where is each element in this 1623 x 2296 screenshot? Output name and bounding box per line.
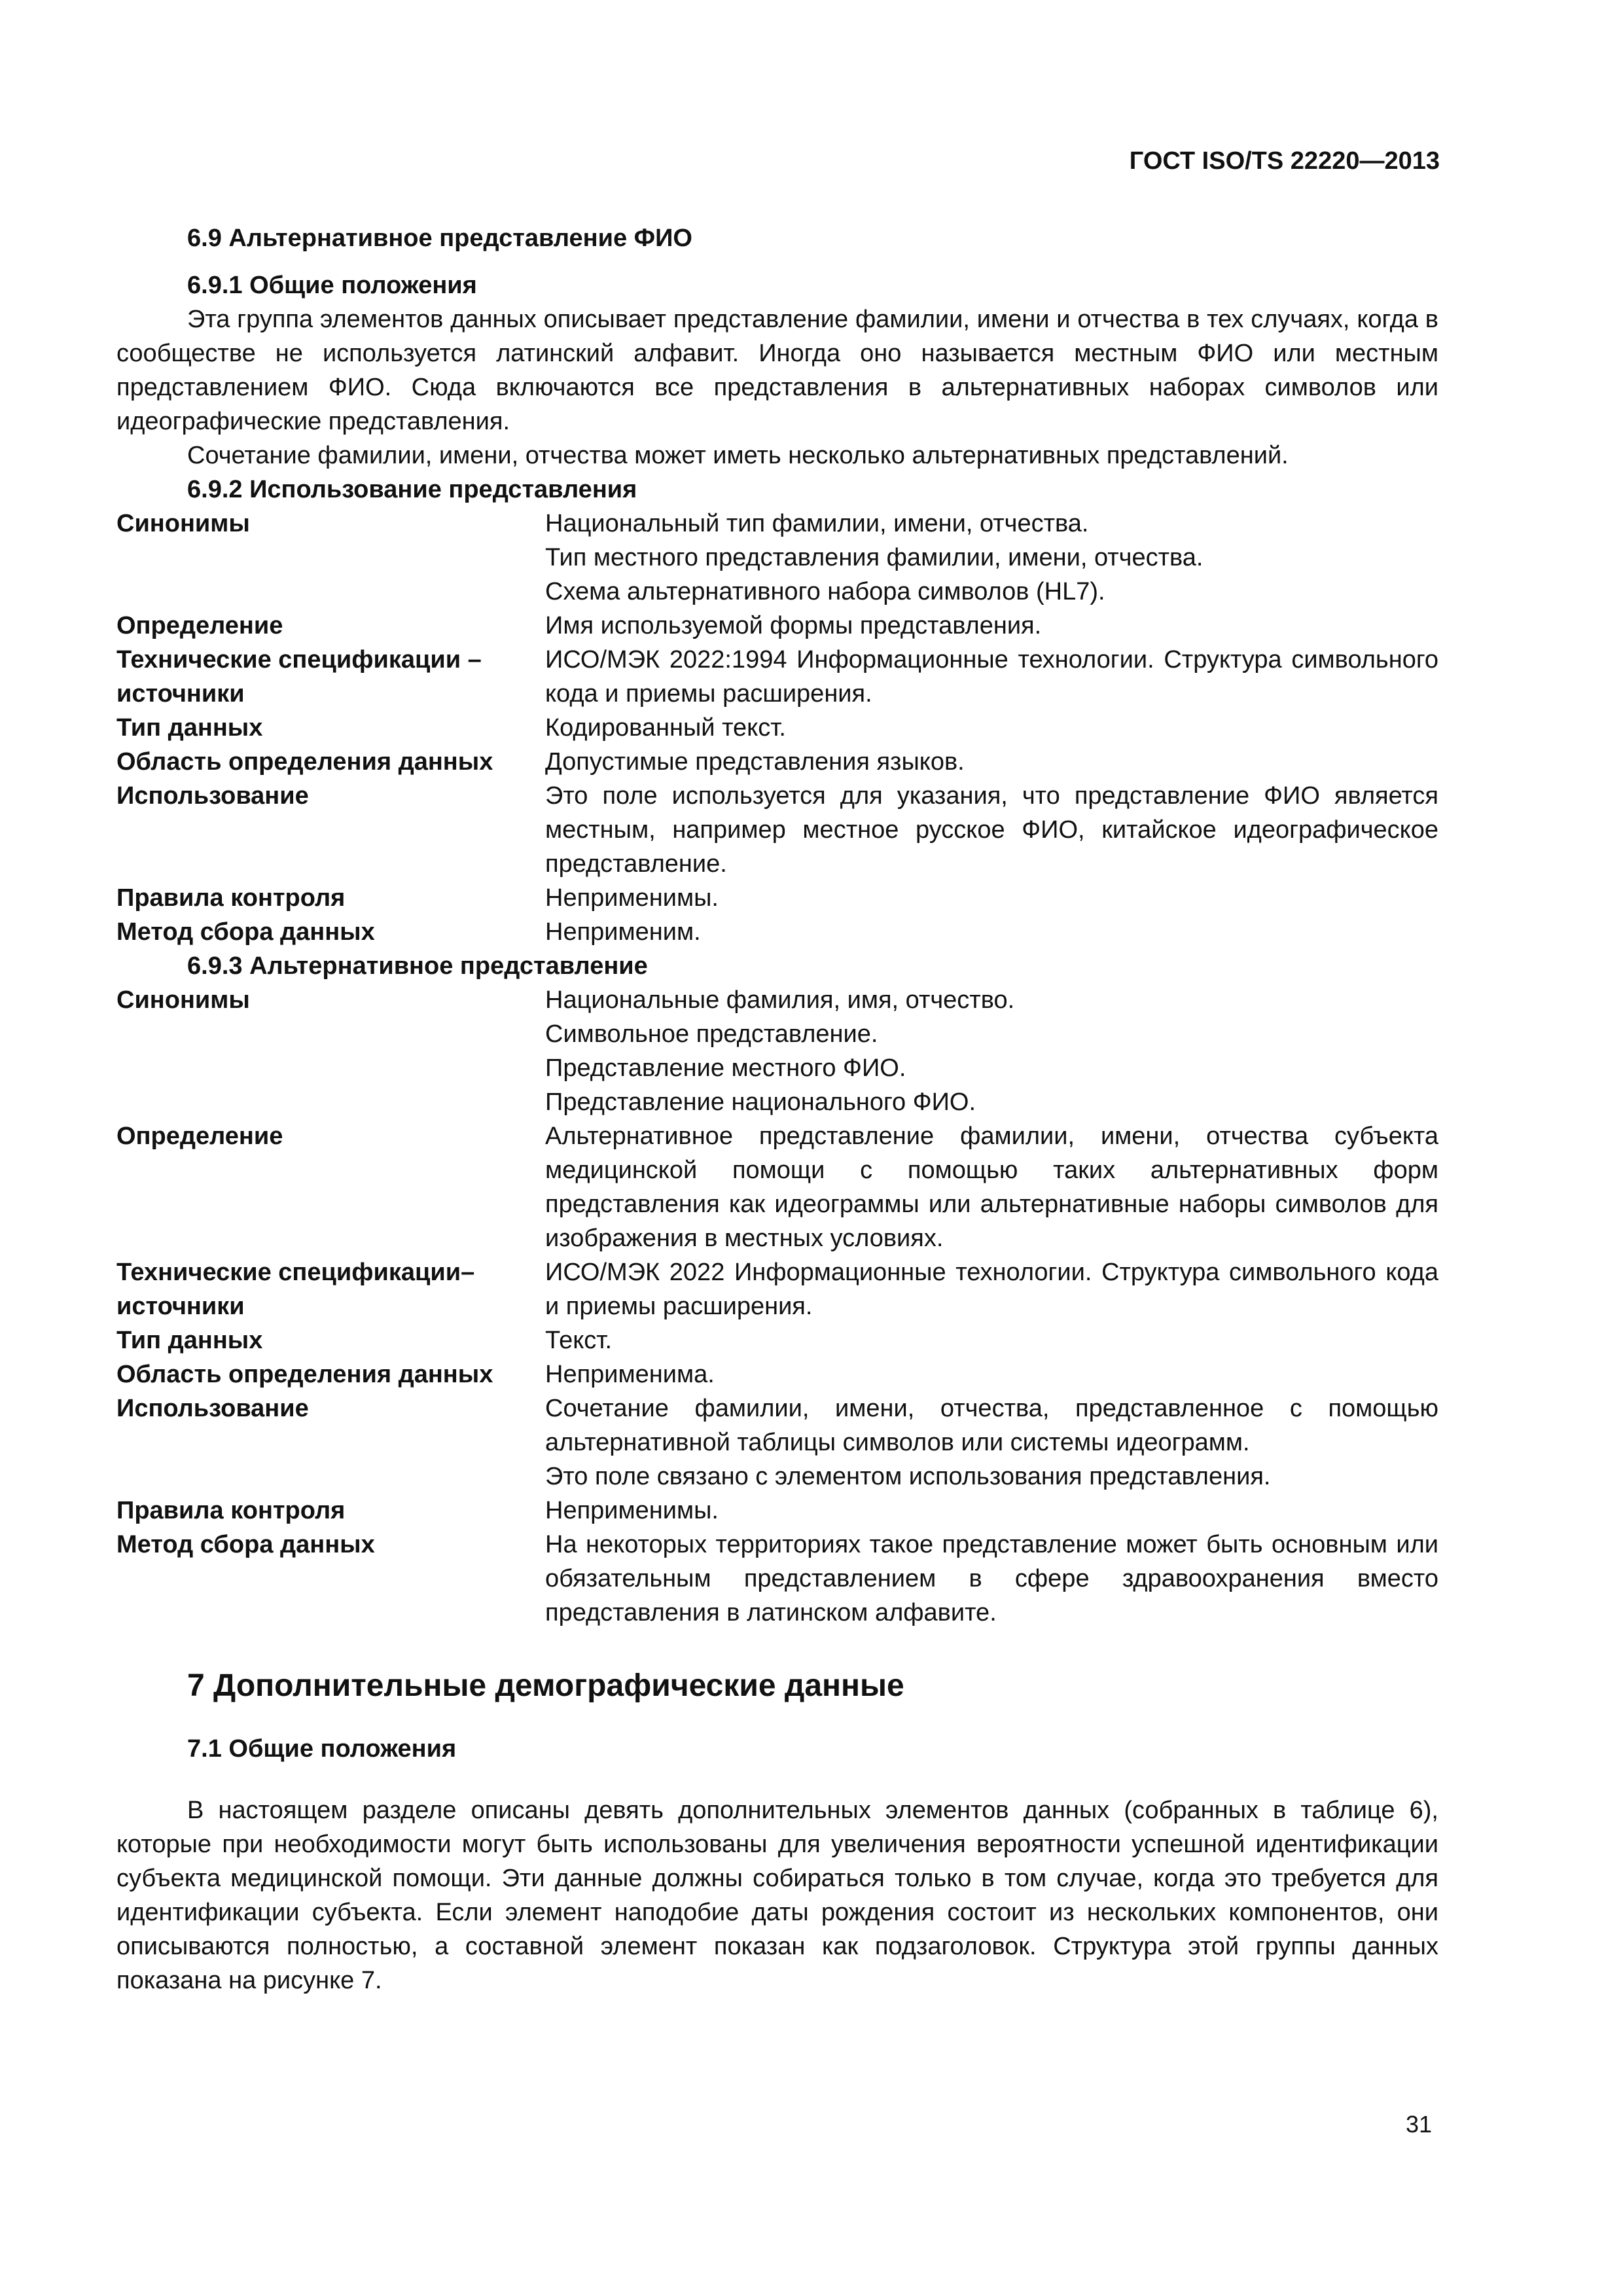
term-label-line: источники xyxy=(116,680,245,708)
field-datatype xyxy=(116,711,1438,745)
term-value: Допустимые представления языков. xyxy=(545,748,965,776)
term-value: Альтернативное представление фамилии, имени, отчества субъекта медицинской помощи с помощью таких альтернативных форм представления как идеограммы или альтернативные наборы символов для изображения в местных условиях. xyxy=(545,1122,1438,1252)
term-value: Неприменима. xyxy=(545,1361,715,1388)
field-domain xyxy=(116,1357,1438,1391)
term-label-line: Технические спецификации– xyxy=(116,1259,475,1286)
field-collection-method xyxy=(116,1528,1438,1630)
term-value: На некоторых территориях такое представление может быть основным или обязательным представлением в сфере здравоохранения вместо представления в латинском алфавите. xyxy=(545,1531,1438,1626)
term-label: Синонимы xyxy=(116,510,250,537)
section-6-9-1-paragraph-1: Эта группа элементов данных описывает представление фамилии, имени и отчества в тех случаях, когда в сообществе не используется латинский алфавит. Иногда оно называется местным ФИО или местным представлением ФИО. Сюда включаются все представления в альтернативных наборах символов или идеографические представления. xyxy=(116,306,1438,435)
usage-line: Это поле связано с элементом использования представления. xyxy=(545,1463,1271,1490)
term-value xyxy=(545,1391,1438,1494)
field-definition xyxy=(116,1119,1438,1255)
field-collection-method xyxy=(116,915,1438,949)
term-value: Это поле используется для указания, что представление ФИО является местным, например местное русское ФИО, китайское идеографическое представление. xyxy=(545,782,1438,878)
term-label xyxy=(116,1255,545,1323)
term-label: Определение xyxy=(116,1122,283,1150)
term-label: Метод сбора данных xyxy=(116,918,375,946)
term-value: Имя используемой формы представления. xyxy=(545,612,1042,639)
page-content xyxy=(116,221,1438,1998)
term-label: Определение xyxy=(116,612,283,639)
term-value: ИСО/МЭК 2022:1994 Информационные технологии. Структура символьного кода и приемы расширения. xyxy=(545,646,1438,708)
section-6-9-1-paragraph-2: Сочетание фамилии, имени, отчества может иметь несколько альтернативных представлений. xyxy=(187,442,1289,469)
field-specifications xyxy=(116,1255,1438,1323)
section-6-9-3-title: 6.9.3 Альтернативное представление xyxy=(187,952,648,980)
term-label: Использование xyxy=(116,782,309,810)
section-7-1-paragraph: В настоящем разделе описаны девять дополнительных элементов данных (собранных в таблице 6), которые при необходимости могут быть использованы для увеличения вероятности успешной идентификации субъекта медицинской помощи. Эти данные должны собираться только в том случае, когда это требуется для идентификации субъекта. Если элемент наподобие даты рождения состоит из нескольких компонентов, они описываются полностью, а составной элемент показан как подзаголовок. Структура этой группы данных показана на рисунке 7. xyxy=(116,1797,1438,1994)
term-value: Текст. xyxy=(545,1327,613,1354)
synonym-item: Тип местного представления фамилии, имени, отчества. xyxy=(545,544,1204,571)
usage-line: Сочетание фамилии, имени, отчества, представленное с помощью альтернативной таблицы символов или системы идеограмм. xyxy=(545,1395,1438,1456)
term-label-line: Технические спецификации – xyxy=(116,646,482,673)
document-header: ГОСТ ISO/TS 22220—2013 xyxy=(1129,147,1440,175)
term-value: Неприменимы. xyxy=(545,884,719,912)
section-6-9-1-title: 6.9.1 Общие положения xyxy=(187,272,477,299)
term-value: ИСО/МЭК 2022 Информационные технологии. Структура символьного кода и приемы расширения. xyxy=(545,1259,1438,1320)
section-7-1-title: 7.1 Общие положения xyxy=(187,1735,457,1763)
term-label: Правила контроля xyxy=(116,884,346,912)
term-value: Неприменим. xyxy=(545,918,701,946)
term-label: Область определения данных xyxy=(116,1361,493,1388)
term-label xyxy=(116,643,545,711)
field-datatype xyxy=(116,1323,1438,1357)
synonym-item: Представление местного ФИО. xyxy=(545,1054,906,1082)
synonym-item: Национальные фамилия, имя, отчество. xyxy=(545,986,1015,1014)
term-value: Кодированный текст. xyxy=(545,714,786,742)
field-usage xyxy=(116,1391,1438,1494)
synonyms-list xyxy=(545,983,1438,1119)
field-validation-rules xyxy=(116,881,1438,915)
term-label: Использование xyxy=(116,1395,309,1422)
field-definition xyxy=(116,609,1438,643)
field-synonyms xyxy=(116,507,1438,609)
section-6-9-title: 6.9 Альтернативное представление ФИО xyxy=(187,224,692,252)
field-synonyms xyxy=(116,983,1438,1119)
synonyms-list xyxy=(545,507,1438,609)
term-label: Метод сбора данных xyxy=(116,1531,375,1558)
synonym-item: Национальный тип фамилии, имени, отчества. xyxy=(545,510,1089,537)
field-specifications xyxy=(116,643,1438,711)
field-validation-rules xyxy=(116,1494,1438,1528)
synonym-item: Схема альтернативного набора символов (HL7). xyxy=(545,578,1105,605)
term-label-line: источники xyxy=(116,1293,245,1320)
page-number: 31 xyxy=(1405,2111,1432,2138)
synonym-item: Представление национального ФИО. xyxy=(545,1088,976,1116)
term-label: Синонимы xyxy=(116,986,250,1014)
term-label: Тип данных xyxy=(116,714,263,742)
field-usage xyxy=(116,779,1438,881)
term-label: Тип данных xyxy=(116,1327,263,1354)
section-7-title: 7 Дополнительные демографические данные xyxy=(187,1668,904,1703)
term-value: Неприменимы. xyxy=(545,1497,719,1524)
field-domain xyxy=(116,745,1438,779)
section-6-9-2-title: 6.9.2 Использование представления xyxy=(187,476,637,503)
term-label: Область определения данных xyxy=(116,748,493,776)
term-label: Правила контроля xyxy=(116,1497,346,1524)
synonym-item: Символьное представление. xyxy=(545,1020,878,1048)
